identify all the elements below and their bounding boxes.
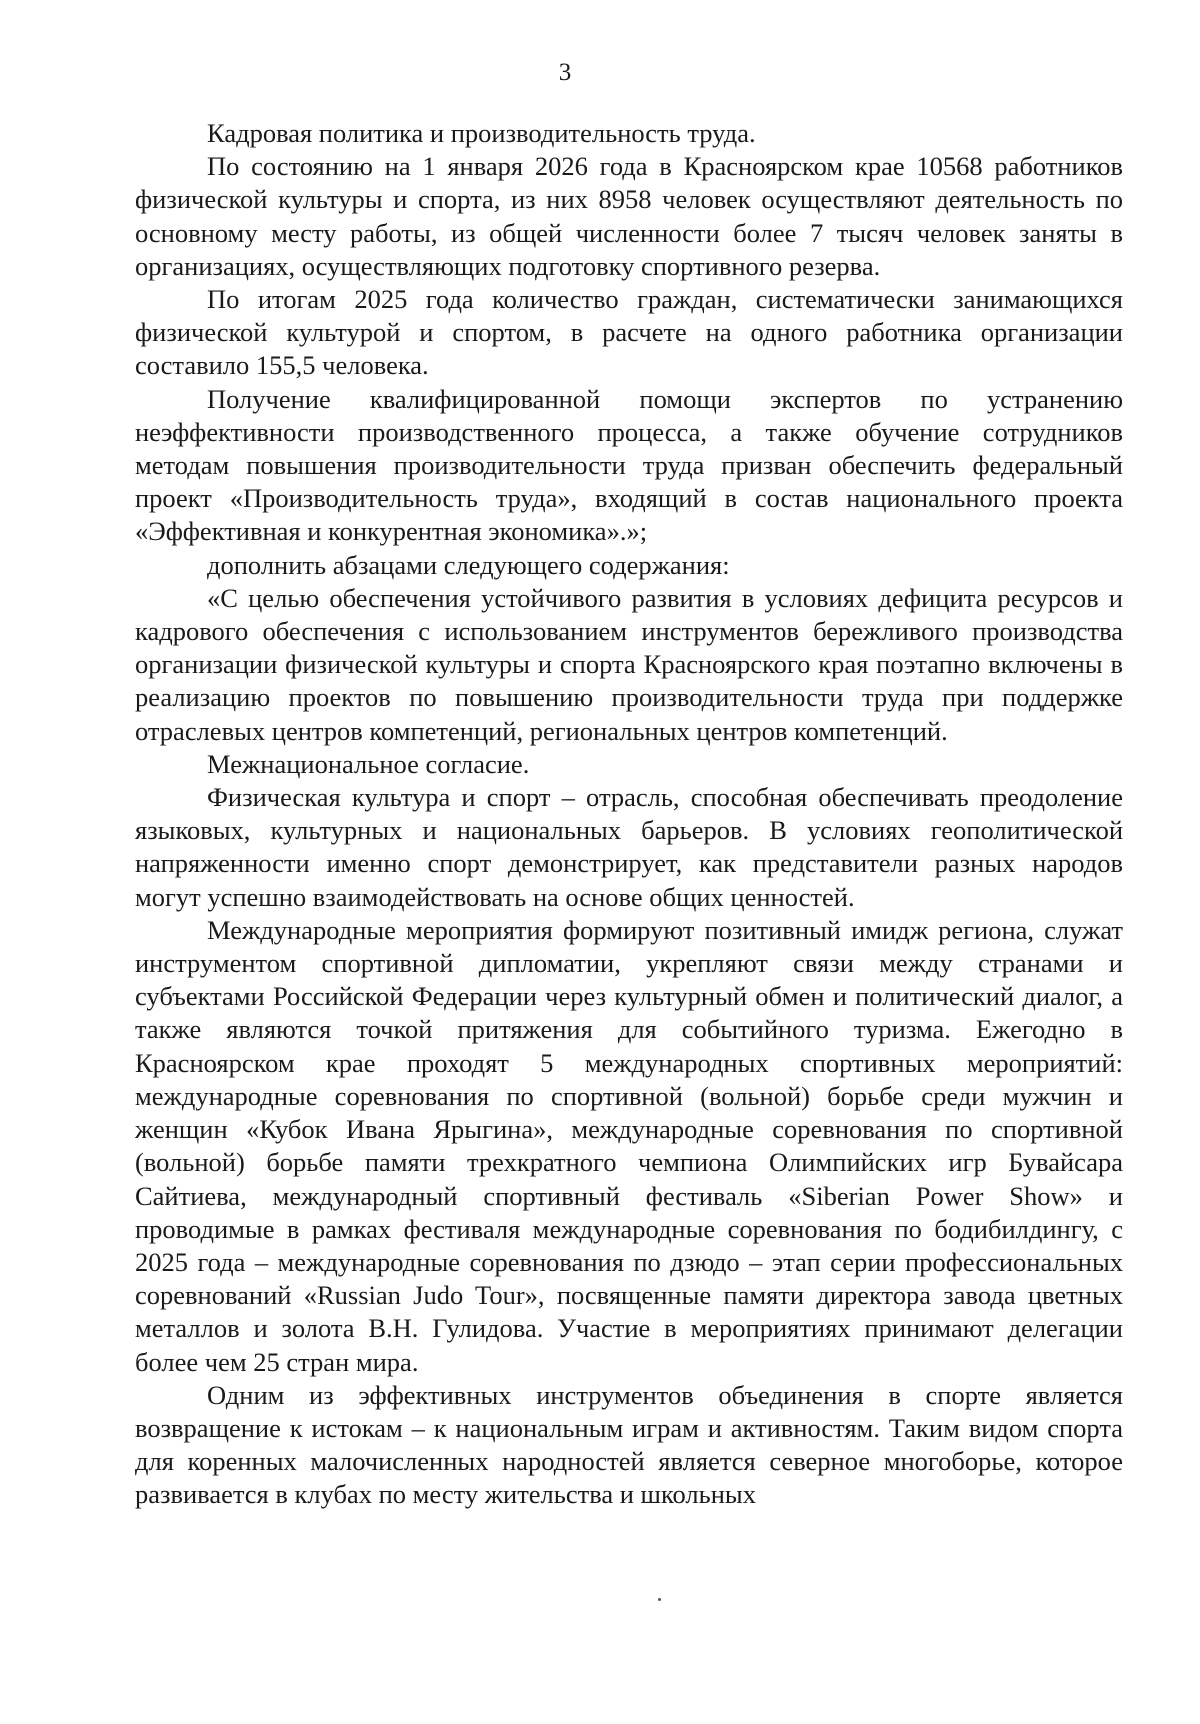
document-body: [135, 117, 1123, 1512]
paragraph-lean-production: «С целью обеспечения устойчивого развития в условиях дефицита ресурсов и кадрового обеспечения с использованием инструментов бережливого производства организации физической культуры и спорта Красноярского края поэтапно включены в реализацию проектов по повышению производительности труда при поддержке отраслевых центров компетенций, региональных центров компетенций.: [135, 582, 1123, 746]
paragraph-international-events: Международные мероприятия формируют позитивный имидж региона, служат инструментом спортивной дипломатии, укрепляют связи между странами и субъектами Российской Федерации через культурный обмен и политический диалог, а также являются точкой притяжения для событийного туризма. Ежегодно в Красноярском крае проходят 5 международных спортивных мероприятий: международные соревнования по спортивной (вольной) борьбе среди мужчин и женщин «Кубок Ивана Ярыгина», международные соревнования по спортивной (вольной) борьбе памяти трехкратного чемпиона Олимпийских игр Бувайсара Сайтиева, международный спортивный фестиваль «Siberian Power Show» и проводимые в рамках фестиваля международные соревнования по бодибилдингу, с 2025 года – международные соревнования по дзюдо – этап серии профессиональных соревнований «Russian Judo Tour», посвященные памяти директора завода цветных металлов и золота В.Н. Гулидова. Участие в мероприятиях принимают делегации более чем 25 стран мира.: [135, 914, 1123, 1377]
paragraph-citizens-per-worker: По итогам 2025 года количество граждан, систематически занимающихся физической культурой и спортом, в расчете на одного работника организации составило 155,5 человека.: [135, 284, 1123, 381]
paragraph-section-heading-staffing: Кадровая политика и производительность труда.: [207, 118, 756, 148]
paragraph-workforce-stats: По состоянию на 1 января 2026 года в Красноярском крае 10568 работников физической культуры и спорта, из них 8958 человек осуществляют деятельность по основному месту работы, из общей численности более 7 тысяч человек заняты в организациях, осуществляющих подготовку спортивного резерва.: [135, 151, 1123, 281]
paragraph-national-games: Одним из эффективных инструментов объединения в спорте является возвращение к истокам – к национальным играм и активностям. Таким видом спорта для коренных малочисленных народностей является северное многоборье, которое развивается в клубах по месту жительства и школьных: [135, 1379, 1123, 1510]
scan-speck: [658, 1598, 661, 1601]
paragraph-section-heading-interethnic: Межнациональное согласие.: [207, 748, 530, 779]
paragraph-productivity-project: Получение квалифицированной помощи экспертов по устранению неэффективности производственного процесса, а также обучение сотрудников методам повышения производительности труда призван обеспечить федеральный проект «Производительность труда», входящий в состав национального проекта «Эффективная и конкурентная экономика».»;: [135, 383, 1123, 547]
page-number: 3: [558, 59, 572, 86]
paragraph-amendment-note: дополнить абзацами следующего содержания:: [207, 549, 730, 580]
paragraph-sport-barriers: Физическая культура и спорт – отрасль, способная обеспечивать преодоление языковых, культурных и национальных барьеров. В условиях геополитической напряженности именно спорт демонстрирует, как представители разных народов могут успешно взаимодействовать на основе общих ценностей.: [135, 782, 1123, 912]
